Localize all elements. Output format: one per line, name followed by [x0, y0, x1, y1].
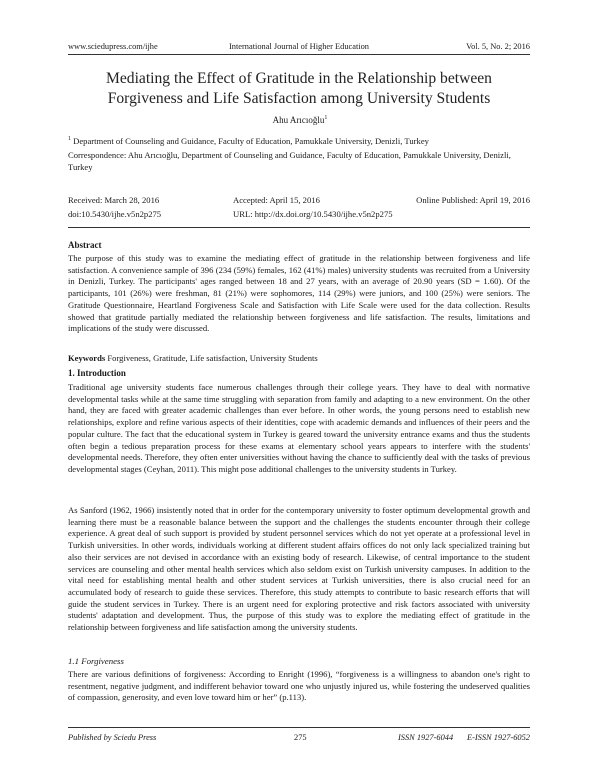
correspondence: Correspondence: Ahu Arıcıoğlu, Department of Counseling and Guidance, Faculty of Education, Pamukkale University, Denizli, Turkey: [68, 150, 511, 172]
abstract-heading: Abstract: [68, 240, 102, 250]
keywords-text: Forgiveness, Gratitude, Life satisfaction, University Students: [105, 353, 318, 363]
article-title: [68, 69, 530, 109]
title-line-1: Mediating the Effect of Gratitude in the Relationship between: [106, 70, 492, 87]
forgiveness-paragraph-1: There are various definitions of forgiveness: According to Enright (1996), “forgiveness is a willingness to abandon one's right to resentment, negative judgment, and indifferent behavior toward one who unjustly injured us, while fostering the undeserved qualities of compassion, generosity, and even love toward him or her” (p.113).: [68, 669, 530, 703]
journal-website[interactable]: www.sciedupress.com/ijhe: [68, 42, 158, 51]
received-date: Received: March 28, 2016: [68, 195, 160, 205]
affiliation-mark: 1: [68, 136, 71, 142]
author-line: [0, 115, 600, 125]
journal-name: International Journal of Higher Education: [228, 42, 369, 51]
doi-text: doi:10.5430/ijhe.v5n2p275: [68, 209, 162, 219]
footer-rule: [68, 727, 530, 728]
issn: ISSN 1927-6044: [398, 733, 454, 742]
affiliation-text: Department of Counseling and Guidance, Faculty of Education, Pamukkale University, Denizli, Turkey: [73, 135, 429, 146]
accepted-date: Accepted: April 15, 2016: [233, 195, 320, 205]
dates-rule: [68, 227, 530, 228]
introduction-heading: 1. Introduction: [68, 368, 126, 378]
abstract-text: The purpose of this study was to examine the mediating effect of gratitude in the relationship between forgiveness and life satisfaction. A convenience sample of 396 (234 (59%) females, 162 (41%) males) university students was recruited from a University in Denizli, Turkey. The participants' ages ranged between 18 and 27 years, with an average of 20.90 years (SD = 1.60). Of the participants, 101 (26%) were freshman, 81 (21%) were sophomores, 114 (29%) were juniors, and 100 (25%) were seniors. The Gratitude Questionnaire, Heartland Forgiveness Scale and Satisfaction with Life Scale were used for the data collection. Results showed that gratitude partially mediated the relationship between forgiveness and life satisfaction. The results, limitations and implications of the study were discussed.: [68, 253, 530, 334]
page-number: 275: [294, 733, 307, 742]
keywords-label: Keywords: [68, 353, 106, 363]
doi-url-link[interactable]: URL: http://dx.doi.org/10.5430/ijhe.v5n2p275: [233, 209, 393, 219]
introduction-paragraph-2: As Sanford (1962, 1966) insistently noted that in order for the contemporary university to foster optimum developmental growth and learning there must be a reasonable balance between the support and the challenges the students encounter through their college experience. A great deal of such support is provided by student personnel services which do not yet operate at a professional level in Turkish universities. In other words, individuals working at different student affairs offices do not only lack specialized training but also their services are not devised in accordance with an existing body of research. Likewise, of central importance to the student services are counseling and other mental health services which also seldom exist on Turkish university campuses. In addition to the vital need for establishing mental health and other student services at Turkish universities, there is also crucial need for an accumulated body of research to guide these services. Therefore, this study attempts to contribute to basic research efforts that will guide the student services in Turkey. There is an urgent need for exploring protective and risk factors associated with university students' adaptation and development. Thus, the purpose of this study was to explore the mediating effect of gratitude in the relationship between forgiveness and life satisfaction among the university students.: [68, 505, 530, 633]
introduction-paragraph-1: Traditional age university students face numerous challenges through their college years. They have to deal with normative developmental tasks while at the same time struggling with separation from family and adapting to a new environment. On the other hand, they are faced with greater academic challenges than ever before. In other words, the young persons need to establish new relationships, explore and refine various aspects of their identities, cope with academic demands and influences of their peers and the popular culture. The fact that the educational system in Turkey is geared toward the university entrance exams and thus the students often begin a tedious preparation process for these exams at elementary school years appears to interfere with the students' developmental needs. Therefore, they often enter universities without having the chance to sufficiently deal with the tasks of previous developmental stages (Ceyhan, 2011). This might pose additional challenges to the university students in Turkey.: [68, 382, 530, 474]
keywords: [68, 353, 530, 364]
published-date: Online Published: April 19, 2016: [416, 195, 530, 205]
title-line-2: Forgiveness and Life Satisfaction among University Students: [107, 90, 491, 107]
forgiveness-subheading: 1.1 Forgiveness: [68, 656, 124, 666]
affiliation: [68, 134, 530, 147]
author-name: Ahu Arıcıoğlu: [272, 115, 325, 125]
author-mark: 1: [324, 115, 328, 121]
publisher-name: Published by Sciedu Press: [68, 733, 157, 742]
eissn: E-ISSN 1927-6052: [466, 733, 530, 742]
header-rule: [68, 54, 530, 55]
volume-info: Vol. 5, No. 2; 2016: [466, 42, 530, 51]
